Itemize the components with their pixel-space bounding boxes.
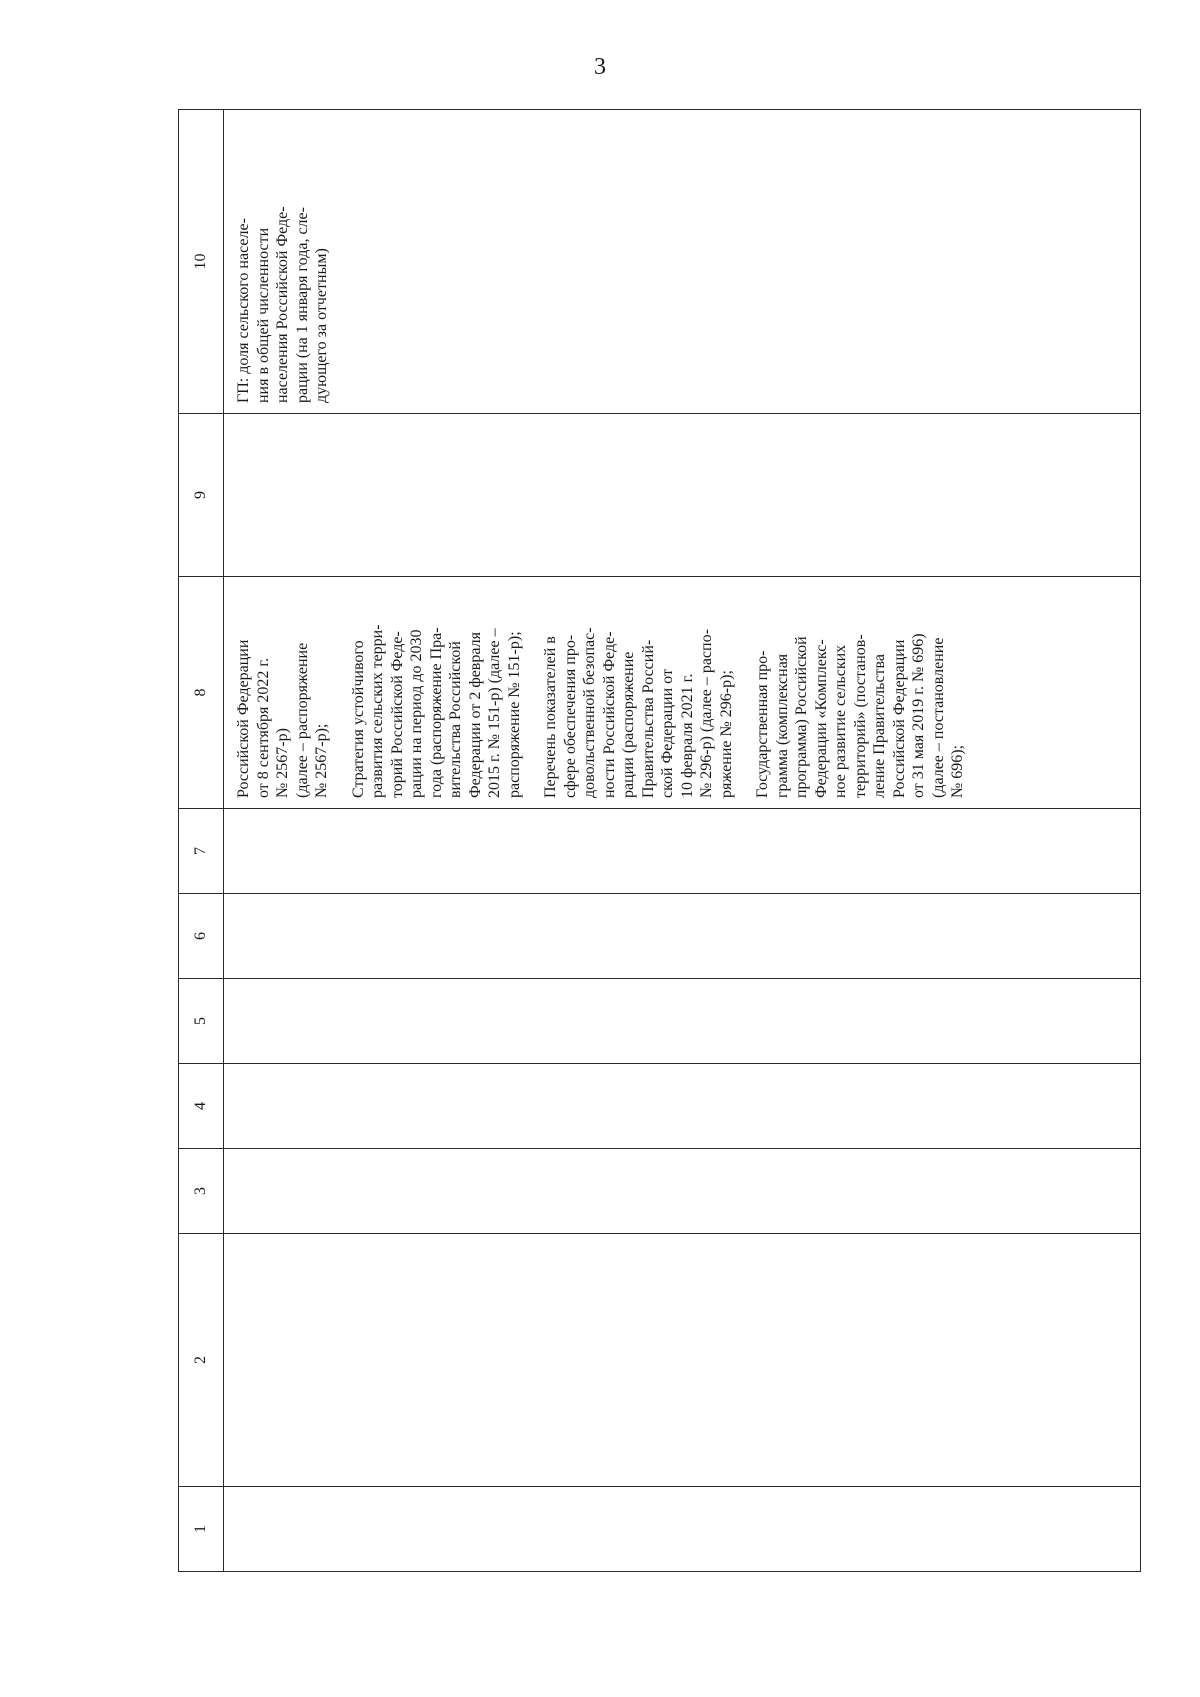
- column-number-2: 2: [179, 1234, 224, 1487]
- cell-col-5: [224, 979, 1141, 1064]
- column-number-row: [179, 110, 224, 1572]
- page-number: 3: [594, 54, 606, 80]
- legal-basis-paragraph-2567: Российской Федерации от 8 сентября 2022 г. № 2567-р) (далее – распоряжение № 2567-р);: [235, 639, 330, 798]
- cell-col-6: [224, 894, 1141, 979]
- cell-col-2: [224, 1234, 1141, 1487]
- cell-col-1: [224, 1487, 1141, 1572]
- table-row: [224, 110, 1141, 1572]
- program-table: [178, 109, 1141, 1572]
- column-number-10: 10: [179, 110, 224, 414]
- cell-col-8: [224, 577, 1141, 809]
- column-number-3: 3: [179, 1149, 224, 1234]
- column-number-5: 5: [179, 979, 224, 1064]
- column-number-7: 7: [179, 809, 224, 894]
- cell-col-7: [224, 809, 1141, 894]
- cell-col-3: [224, 1149, 1141, 1234]
- column-number-1: 1: [179, 1487, 224, 1572]
- table-rotated-wrapper: [178, 110, 1138, 1572]
- indicator-text: ГП: доля сельского населе- ния в общей численности населения Российской Феде- рации (на 1 января года, сле- дующего за отчетным): [235, 206, 330, 403]
- column-number-9: 9: [179, 414, 224, 577]
- legal-basis-paragraph-696: Государственная про- грамма (комплексная программа) Российской Федерации «Комплекс- ное развитие сельских территорий» (постанов- ление Правительства Российской Федерации от 31 мая 2019 г. № 696) (далее – постановление № 696);: [754, 633, 966, 798]
- cell-col-10: [224, 110, 1141, 414]
- cell-col-4: [224, 1064, 1141, 1149]
- column-number-4: 4: [179, 1064, 224, 1149]
- column-number-6: 6: [179, 894, 224, 979]
- legal-basis-paragraph-296: Перечень показателей в сфере обеспечения про- довольственной безопас- ности Российской Феде- рации (распоряжение Правительства Россий- ской Федерации от 10 февраля 2021 г. № 296-р) (далее – распо- ряжение № 296-р);: [542, 627, 735, 798]
- legal-basis-text: [224, 577, 968, 808]
- column-number-8: 8: [179, 577, 224, 809]
- cell-col-9: [224, 414, 1141, 577]
- indicator-text-cell: [224, 110, 332, 413]
- legal-basis-paragraph-151: Стратегия устойчивого развития сельских терри- торий Российской Феде- рации на период до 2030 года (распоряжение Пра- вительства Российской Федерации от 2 февраля 2015 г. № 151-р) (далее – распоряжение № 151-р);: [349, 624, 523, 798]
